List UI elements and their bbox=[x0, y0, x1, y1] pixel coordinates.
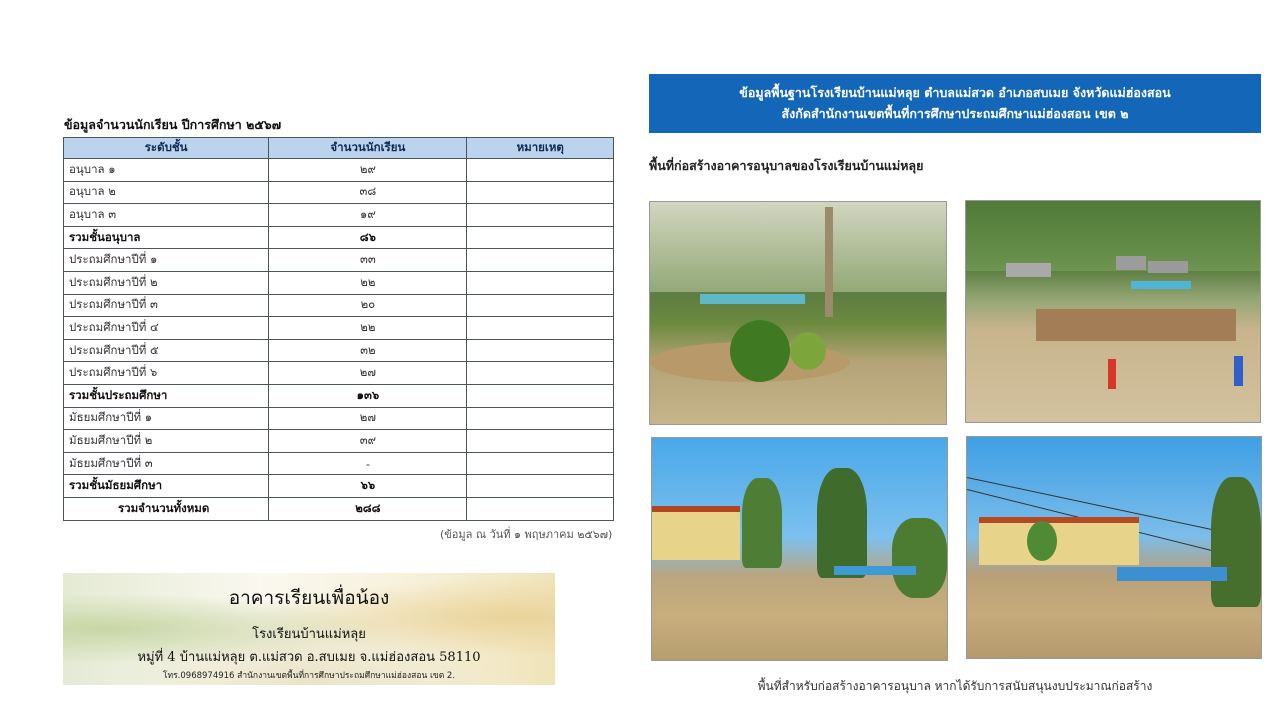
row-count: - bbox=[269, 452, 467, 475]
row-note bbox=[467, 497, 614, 520]
row-note bbox=[467, 249, 614, 272]
student-count-table bbox=[63, 137, 614, 521]
blue-shade-net bbox=[700, 294, 805, 304]
header-note: หมายเหตุ bbox=[467, 138, 614, 159]
row-level: ประถมศึกษาปีที่ ๑ bbox=[64, 249, 269, 272]
construction-site-photo-2 bbox=[965, 200, 1261, 423]
table-row bbox=[64, 317, 614, 340]
row-level: รวมชั้นมัธยมศึกษา bbox=[64, 475, 269, 498]
house-roof bbox=[1116, 256, 1146, 270]
palm-tree bbox=[1027, 521, 1057, 561]
hazy-forest bbox=[650, 202, 946, 292]
table-row bbox=[64, 452, 614, 475]
row-note bbox=[467, 226, 614, 249]
tree bbox=[817, 468, 867, 578]
table-row bbox=[64, 339, 614, 362]
row-count: ๒๒ bbox=[269, 271, 467, 294]
school-building bbox=[979, 517, 1139, 565]
construction-area-heading: พื้นที่ก่อสร้างอาคารอนุบาลของโรงเรียนบ้านแม่หลุย bbox=[649, 158, 924, 173]
green-bush bbox=[730, 320, 790, 382]
earth-embankment bbox=[1036, 309, 1236, 341]
row-count: ๓๓ bbox=[269, 249, 467, 272]
row-count: ๑๓๖ bbox=[269, 384, 467, 407]
header-line-2: สังกัดสำนักงานเขตพื้นที่การศึกษาประถมศึกษาแม่ฮ่องสอน เขต ๒ bbox=[781, 106, 1129, 121]
row-level: ประถมศึกษาปีที่ ๔ bbox=[64, 317, 269, 340]
row-level: อนุบาล ๒ bbox=[64, 181, 269, 204]
subtotal-row bbox=[64, 384, 614, 407]
table-row bbox=[64, 271, 614, 294]
table-row bbox=[64, 249, 614, 272]
tree-trunk bbox=[825, 207, 833, 317]
table-row bbox=[64, 204, 614, 227]
school-info-header bbox=[649, 74, 1261, 133]
subtotal-row bbox=[64, 475, 614, 498]
row-level: ประถมศึกษาปีที่ ๕ bbox=[64, 339, 269, 362]
row-count: ๓๒ bbox=[269, 339, 467, 362]
row-level: รวมชั้นอนุบาล bbox=[64, 226, 269, 249]
row-note bbox=[467, 159, 614, 182]
construction-site-photo-1 bbox=[649, 201, 947, 425]
tree bbox=[892, 518, 947, 598]
school-building bbox=[652, 506, 740, 560]
construction-site-photo-3 bbox=[651, 437, 948, 661]
row-count: ๒๗ bbox=[269, 407, 467, 430]
banner-address: หมู่ที่ 4 บ้านแม่หลุย ต.แม่สวด อ.สบเมย จ.แม่ฮ่องสอน 58110 bbox=[137, 650, 481, 665]
table-row bbox=[64, 430, 614, 453]
row-level: อนุบาล ๑ bbox=[64, 159, 269, 182]
row-note bbox=[467, 339, 614, 362]
grand-total-row bbox=[64, 497, 614, 520]
row-note bbox=[467, 475, 614, 498]
row-note bbox=[467, 204, 614, 227]
school-banner bbox=[63, 573, 555, 685]
row-note bbox=[467, 362, 614, 385]
table-row bbox=[64, 407, 614, 430]
row-level: ประถมศึกษาปีที่ ๓ bbox=[64, 294, 269, 317]
row-count: ๒๙ bbox=[269, 159, 467, 182]
table-row bbox=[64, 181, 614, 204]
house-roof bbox=[1148, 261, 1188, 273]
subtotal-row bbox=[64, 226, 614, 249]
header-count: จำนวนนักเรียน bbox=[269, 138, 467, 159]
row-level: มัธยมศึกษาปีที่ ๓ bbox=[64, 452, 269, 475]
row-level: ประถมศึกษาปีที่ ๖ bbox=[64, 362, 269, 385]
row-note bbox=[467, 452, 614, 475]
tree-line bbox=[966, 201, 1260, 271]
table-data-date-note: (ข้อมูล ณ วันที่ ๑ พฤษภาคม ๒๕๖๗) bbox=[440, 528, 613, 541]
row-note bbox=[467, 181, 614, 204]
row-level: ประถมศึกษาปีที่ ๒ bbox=[64, 271, 269, 294]
tree bbox=[1211, 477, 1261, 607]
banner-school-name: โรงเรียนบ้านแม่หลุย bbox=[252, 627, 366, 642]
row-count: ๑๙ bbox=[269, 204, 467, 227]
house-roof bbox=[1006, 263, 1051, 277]
header-line-1: ข้อมูลพื้นฐานโรงเรียนบ้านแม่หลุย ตำบลแม่สวด อำเภอสบเมย จังหวัดแม่ฮ่องสอน bbox=[739, 85, 1171, 100]
construction-site-photo-4 bbox=[966, 436, 1262, 659]
row-level: รวมชั้นประถมศึกษา bbox=[64, 384, 269, 407]
row-count: ๖๖ bbox=[269, 475, 467, 498]
child-figure bbox=[1234, 356, 1243, 386]
table-row bbox=[64, 362, 614, 385]
row-count: ๒๒ bbox=[269, 317, 467, 340]
row-count: ๒๘๘ bbox=[269, 497, 467, 520]
table-title: ข้อมูลจำนวนนักเรียน ปีการศึกษา ๒๕๖๗ bbox=[64, 117, 282, 132]
row-count: ๒๗ bbox=[269, 362, 467, 385]
table-row bbox=[64, 294, 614, 317]
small-bush bbox=[790, 332, 826, 370]
row-note bbox=[467, 294, 614, 317]
child-figure bbox=[1108, 359, 1116, 389]
table-header-row bbox=[64, 138, 614, 159]
table-row bbox=[64, 159, 614, 182]
row-count: ๒๐ bbox=[269, 294, 467, 317]
row-note bbox=[467, 271, 614, 294]
row-count: ๘๖ bbox=[269, 226, 467, 249]
header-level: ระดับชั้น bbox=[64, 138, 269, 159]
row-count: ๓๘ bbox=[269, 181, 467, 204]
row-note bbox=[467, 430, 614, 453]
banner-contact: โทร.0968974916 สำนักงานเขตพื้นที่การศึกษาประถมศึกษาแม่ฮ่องสอน เขต 2. bbox=[162, 671, 456, 681]
row-level: อนุบาล ๓ bbox=[64, 204, 269, 227]
row-level: รวมจำนวนทั้งหมด bbox=[64, 497, 269, 520]
row-note bbox=[467, 317, 614, 340]
tree bbox=[742, 478, 782, 568]
blue-shade-net bbox=[1131, 281, 1191, 289]
photo-caption: พื้นที่สำหรับก่อสร้างอาคารอนุบาล หากได้รับการสนับสนุนงบประมาณก่อสร้าง bbox=[757, 679, 1153, 693]
row-level: มัธยมศึกษาปีที่ ๒ bbox=[64, 430, 269, 453]
row-note bbox=[467, 407, 614, 430]
row-level: มัธยมศึกษาปีที่ ๑ bbox=[64, 407, 269, 430]
row-count: ๓๙ bbox=[269, 430, 467, 453]
banner-title: อาคารเรียนเพื่อน้อง bbox=[228, 587, 390, 609]
blue-shade-net bbox=[834, 566, 916, 575]
blue-shade-net bbox=[1117, 567, 1227, 581]
row-note bbox=[467, 384, 614, 407]
